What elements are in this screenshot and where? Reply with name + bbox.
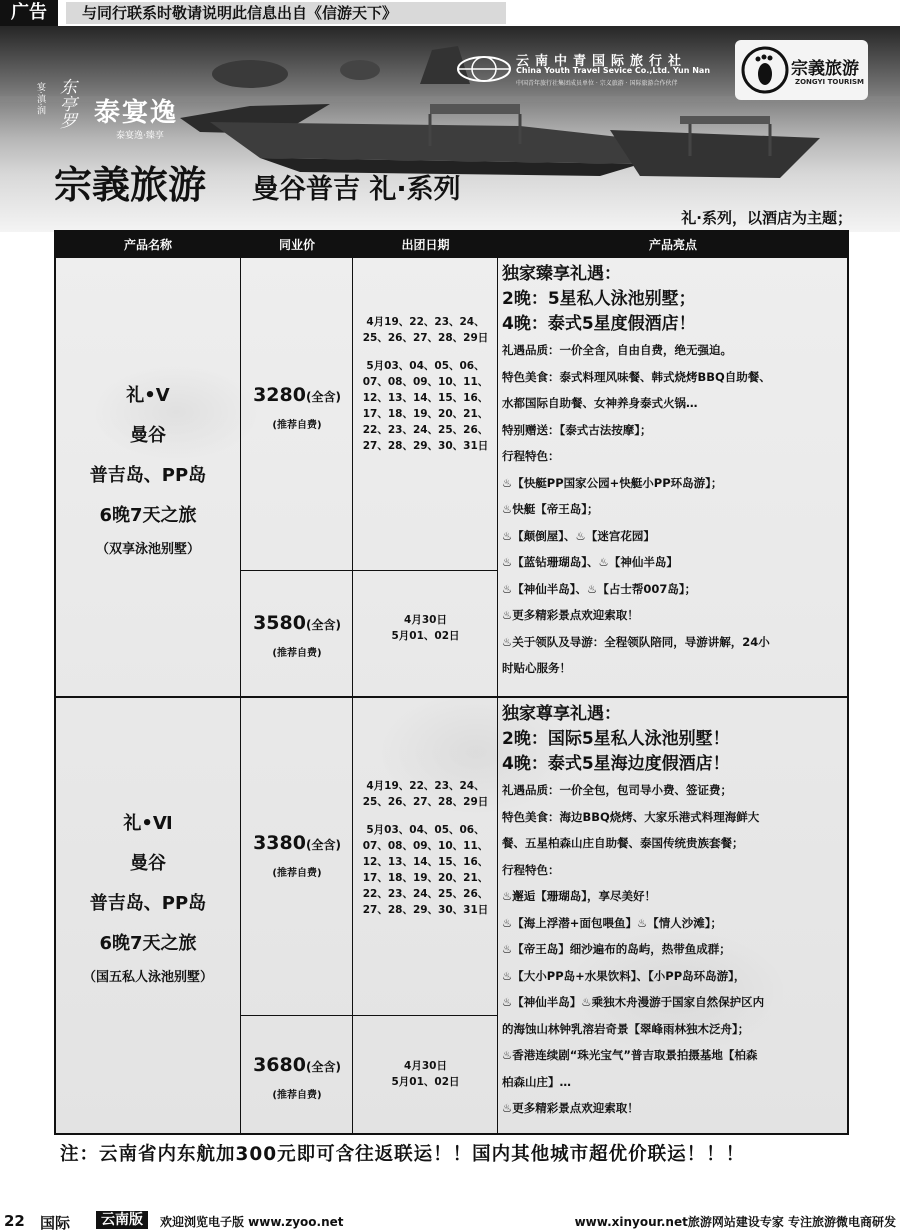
col-divider: [497, 232, 498, 1133]
highlight-line: ♨【海上浮潜+面包喂鱼】♨【情人沙滩】；: [502, 915, 723, 930]
highlight-line: ♨关于领队及导游：全程领队陪同，导游讲解，24小: [502, 634, 770, 649]
thai-logo-vertical-text: 东亭罗: [56, 78, 76, 129]
price-value: [242, 1054, 352, 1076]
site-link[interactable]: 欢迎浏览电子版 www.zyoo.net: [160, 1215, 344, 1229]
highlight-line: ♨【帝王岛】细沙遍布的岛屿，热带鱼成群；: [502, 942, 731, 956]
holiday-dates: 5月01、02日: [391, 1076, 460, 1088]
highlight-line: ♨【颠倒屋】、♨【迷宫花园】: [502, 528, 655, 543]
highlight-line: ♨更多精彩景点欢迎索取！: [502, 608, 639, 622]
zongyi-logo: [735, 40, 868, 100]
highlight-line: 水都国际自助餐、女神养身泰式火锅…: [502, 396, 698, 410]
product-note: （双享泳池别墅）: [95, 542, 200, 557]
globe-logo-icon: [456, 54, 512, 84]
price-value: [242, 384, 352, 406]
dates-cell: [354, 1058, 497, 1090]
highlights-cell: [502, 702, 842, 1122]
price-cell: [242, 1054, 352, 1101]
highlight-line: 时贴心服务！: [502, 661, 571, 675]
thai-logo-name: 泰宴逸: [94, 98, 179, 128]
dates-cell: [354, 612, 497, 644]
xinyour-link[interactable]: www.xinyour.net旅游网站建设专家 专注旅游微电商研发: [574, 1215, 896, 1229]
highlight-title: 4晚：泰式5星海边度假酒店！: [502, 754, 730, 774]
price-recommend: (推荐自费): [272, 420, 322, 431]
product-islands: 普吉岛、PP岛: [89, 893, 207, 914]
price-unit: (全含): [305, 618, 341, 632]
holiday-dates: 4月30日: [404, 1060, 447, 1072]
price-unit: (全含): [305, 838, 341, 852]
highlights-cell: [502, 262, 842, 682]
highlight-line: ♨【快艇PP国家公园+快艇小PP环岛游】；: [502, 475, 723, 490]
ad-tag: 广告: [0, 0, 58, 26]
product-code: 礼•Ⅵ: [123, 813, 173, 834]
page-number: 22: [4, 1212, 25, 1230]
product-islands: 普吉岛、PP岛: [89, 465, 207, 486]
table-header: [56, 232, 847, 258]
highlight-line: ♨【蓝钻珊瑚岛】、♨【神仙半岛】: [502, 555, 678, 569]
highlight-line: 柏森山庄】…: [502, 1074, 571, 1089]
highlight-title: 2晚：国际5星私人泳池别墅！: [502, 729, 730, 749]
product-name-cell: [56, 376, 240, 564]
product-table: [54, 230, 849, 1135]
cyts-logo: [456, 46, 728, 92]
may-dates: 5月03、04、05、06、07、08、09、10、11、12、13、14、15、16、17、18、19、20、21、22、23、24、25、26、27、28、29、30、31日: [362, 824, 489, 916]
highlight-line: ♨快艇【帝王岛】；: [502, 502, 599, 516]
bottom-bar: [0, 1210, 900, 1230]
highlight-title: 4晚：泰式5星度假酒店！: [502, 314, 696, 334]
section-label: 国际: [40, 1214, 71, 1230]
price-value: [242, 832, 352, 854]
highlight-line: 礼遇品质：一价全包，包司导小费、签证费；: [502, 783, 732, 797]
price-amount: 3580: [253, 612, 306, 634]
price-unit: (全含): [305, 390, 341, 404]
product-duration: 6晚7天之旅: [99, 933, 197, 954]
hero-banner: [0, 26, 900, 232]
col-divider: [240, 232, 241, 1133]
series-subtitle: 曼谷普吉 礼·系列: [252, 174, 461, 205]
product-city: 曼谷: [130, 425, 166, 446]
footer-note: 注：云南省内东航加300元即可含往返联运！！国内其他城市超优价联运！！！: [60, 1144, 746, 1165]
price-amount: 3680: [253, 1054, 306, 1076]
holiday-dates: 5月01、02日: [391, 630, 460, 642]
april-dates: 4月19、22、23、24、25、26、27、28、29日: [362, 316, 489, 344]
header-dates: 出团日期: [401, 238, 450, 252]
cyts-name: 云南中青国际旅行社: [516, 54, 688, 69]
holiday-dates: 4月30日: [404, 614, 447, 626]
highlight-title: 独家尊享礼遇：: [502, 704, 621, 724]
price-recommend: (推荐自费): [272, 868, 322, 879]
header-product-name: 产品名称: [123, 238, 172, 252]
price-cell: [242, 612, 352, 659]
highlight-line: 礼遇品质：一价全含，自由自费，绝无强迫。: [502, 343, 732, 357]
edition-label: 云南版: [96, 1211, 148, 1229]
product-code: 礼•Ⅴ: [126, 385, 170, 406]
brand-title: 宗義旅游: [54, 163, 207, 207]
highlight-line: 特别赠送：【泰式古法按摩】；: [502, 422, 652, 437]
highlight-line: ♨【神仙半岛】♨乘独木舟漫游于国家自然保护区内: [502, 995, 765, 1009]
ad-notice: 与同行联系时敬请说明此信息出自《信游天下》: [66, 2, 506, 24]
price-cell: [242, 384, 352, 431]
dates-cell: [354, 314, 497, 466]
thai-logo-small: 泰宴逸·臻享: [116, 131, 164, 141]
price-recommend: (推荐自费): [272, 1090, 322, 1101]
highlight-title: 2晚：5星私人泳池别墅；: [502, 289, 696, 309]
highlight-line: ♨【神仙半岛】、♨【占士帮007岛】；: [502, 581, 697, 596]
price-amount: 3280: [253, 384, 306, 406]
product-divider: [56, 696, 847, 698]
highlight-line: ♨邂逅【珊瑚岛】，享尽美好！: [502, 889, 657, 903]
col-divider: [352, 232, 353, 1133]
row-divider: [240, 1015, 497, 1016]
highlight-line: 特色美食：泰式料理风味餐、韩式烧烤BBQ自助餐、: [502, 369, 771, 384]
series-tagline: 礼·系列，以酒店为主题；: [681, 209, 852, 227]
highlight-title: 独家臻享礼遇：: [502, 264, 621, 284]
product-duration: 6晚7天之旅: [99, 505, 197, 526]
header-highlights: 产品亮点: [648, 238, 697, 252]
footprint-logo-icon: [740, 45, 790, 95]
may-dates: 5月03、04、05、06、07、08、09、10、11、12、13、14、15、16、17、18、19、20、21、22、23、24、25、26、27、28、29、30、31日: [362, 360, 489, 452]
thai-yanyi-logo: [8, 44, 238, 154]
april-dates: 4月19、22、23、24、25、26、27、28、29日: [362, 780, 489, 808]
highlight-line: 餐、五星柏森山庄自助餐、泰国传统贵族套餐；: [502, 836, 744, 850]
price-cell: [242, 832, 352, 879]
zongyi-logo-name: 宗義旅游: [791, 59, 859, 79]
highlight-line: ♨香港连续剧“珠光宝气”普吉取景拍摄基地【柏森: [502, 1048, 758, 1062]
highlight-line: 特色美食：海边BBQ烧烤、大家乐港式料理海鲜大: [502, 809, 760, 824]
price-recommend: (推荐自费): [272, 648, 322, 659]
ad-strip: [0, 0, 900, 26]
price-unit: (全含): [305, 1060, 341, 1074]
cyts-english: China Youth Travel Sevice Co.,Ltd. Yun Nan: [516, 66, 711, 75]
product-name-cell: [56, 804, 240, 992]
row-divider: [240, 570, 497, 571]
dates-cell: [354, 778, 497, 930]
highlight-line: 行程特色：: [502, 862, 560, 877]
highlight-line: ♨更多精彩景点欢迎索取！: [502, 1101, 639, 1115]
product-note: （国五私人泳池别墅）: [82, 970, 213, 985]
price-amount: 3380: [253, 832, 306, 854]
product-city: 曼谷: [130, 853, 166, 874]
highlight-line: ♨【大小PP岛+水果饮料】、【小PP岛环岛游】，: [502, 968, 746, 983]
highlight-line: 的海蚀山林钟乳溶岩奇景【翠峰雨林独木泛舟】；: [502, 1021, 750, 1036]
header-price: 同业价: [278, 238, 315, 252]
price-value: [242, 612, 352, 634]
thai-logo-vertical-small: 宴·滇·润: [35, 82, 45, 115]
zongyi-logo-english: ZONGYI TOURISM: [795, 78, 864, 86]
cyts-small-line: 中国青年旅行社集团成员单位 · 宗义旅游 · 国际旅游合作伙伴: [516, 80, 678, 87]
highlight-line: 行程特色：: [502, 449, 560, 463]
